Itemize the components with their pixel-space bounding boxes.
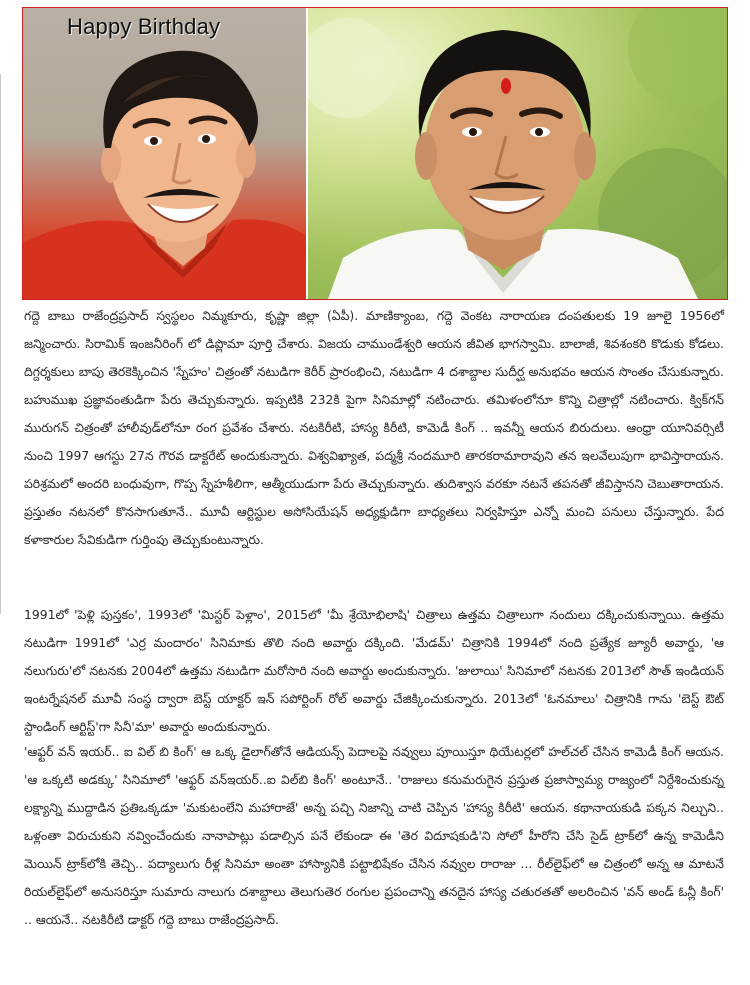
- portrait-young-illustration: [23, 8, 306, 299]
- article-paragraph-comedy-king: 'ఆఫ్టర్ వన్ ఇయర్.. ఐ విల్ బి కింగ్' ఆ ఒక్క డైలాగ్‌తోనే ఆడియన్స్ పెదాలపై నవ్వులు పూయిస్తూ థియేటర్లలో హల్‌చల్ చేసిన కామెడీ కింగ్ ఆయన. 'ఆ ఒక్కటి అడక్కు' సినిమాలో 'ఆఫ్టర్ వన్‌ఇయర్..ఐ విల్‌బి కింగ్' అంటూనే.. 'రాజులు కనుమరుగైన ప్రస్తుత ప్రజాస్వామ్య రాజ్యంలో నిర్దేశించుకున్న లక్ష్యాన్ని ముద్దాడిన ప్రతిఒక్కడూ 'మకుటంలేని మహారాజే' అన్న పచ్చి నిజాన్ని చాటి చెప్పిన 'హాస్య కిరీటి' ఆయన. కథానాయకుడి పక్కన నిల్చుని.. ఒళ్లంతా విరుచుకుని నవ్వించేందుకు నానాపాట్లు పడాల్సిన పనే లేకుండా ఈ 'తెర విదూషకుడి'ని సోలో హీరోని చేసి సైడ్ ట్రాక్‌లో ఉన్న కామెడీని మెయిన్ ట్రాక్‌లోకి తెచ్చి.. పద్యాలుగు రీళ్ల సినిమా అంతా హాస్యానికి పట్టాభిషేకం చేసిన నవ్వుల రారాజు ... రీల్‌లైఫ్‌లో ఆ చిత్రంలో అన్న ఆ మాటనే రియల్‌లైఫ్‌లో అనుసరిస్తూ సుమారు నాలుగు దశాబ్దాలు తెలుగుతెర రంగుల ప్రపంచాన్ని తనదైన హాస్య చతురతతో అలరించిన 'వన్ అండ్ ఓన్లీ కింగ్' .. ఆయనే.. నటకిరీటి డాక్టర్ గద్దె బాబు రాజేంద్రప్రసాద్.: [24, 744, 724, 927]
- article-paragraph-biography: గద్దె బాబు రాజేంద్రప్రసాద్ స్వస్థలం నిమ్మకూరు, కృష్ణా జిల్లా (ఏపీ). మాణిక్యాంబ, గద్దె వెంకట నారాయణ దంపతులకు 19 జూలై 1956లో జన్మించారు. సిరామిక్ ఇంజనీరింగ్ లో డిప్లొమా పూర్తి చేశారు. విజయ చాముండేశ్వరి ఆయన జీవిత భాగస్వామి. బాలాజీ, శివశంకరి కొడుకు కోడలు. దిగ్దర్శకులు బాపు తెరకెక్కించిన 'స్నేహం' చిత్రంతో నటుడిగా కెరీర్ ప్రారంభించి, నటుడిగా 4 దశాబ్దాల సుదీర్ఘ అనుభవం ఆయన సొంతం చేసుకున్నారు. బహుముఖ ప్రజ్ఞావంతుడిగా పేరు తెచ్చుకున్నారు. ఇప్పటికి 232కి పైగా సినిమాల్లో నటించారు. తమిళంలోనూ కొన్ని చిత్రాల్లో నటించారు. క్విక్‌గన్ మురుగన్ చిత్రంతో హాలీవుడ్‌లోనూ రంగ ప్రవేశం చేశారు. నటకిరీటి, హాస్య కిరీటి, కామెడీ కింగ్ .. ఇవన్నీ ఆయన బిరుదులు. ఆంధ్రా యూనివర్సిటీ నుంచి 1997 ఆగస్టు 27న గౌరవ డాక్టరేట్ అందుకున్నారు. విశ్వవిఖ్యాత, పద్మశ్రీ నందమూరి తారకరామారావుని తన ఇలవేలుపుగా భావిస్తారాయన. పరిశ్రమలో అందరి బంధువుగా, గొప్ప స్నేహశీలిగా, ఆత్మీయుడుగా పేరు తెచ్చుకున్నారు. తుదిశ్వాస వరకూ నటనే తపనతో జీవిస్తానని చెబుతారాయన. ప్రస్తుతం నటనలో కొనసాగుతూనే.. మూవీ ఆర్టిస్టుల అసోసియేషన్ అధ్యక్షుడిగా బాధ్యతలు నిర్వహిస్తూ ఎన్నో మంచి పనులు చేస్తున్నారు. పేద కళాకారుల సేవికుడిగా గుర్తింపు తెచ్చుకుంటున్నారు.: [24, 308, 724, 547]
- page-left-rule: [0, 74, 1, 614]
- portrait-photo-young: [23, 8, 306, 299]
- happy-birthday-caption: Happy Birthday: [67, 14, 221, 39]
- birthday-photo-collage: [22, 7, 728, 300]
- article-paragraph-awards: 1991లో 'పెళ్లి పుస్తకం', 1993లో 'మిస్టర్ పెళ్లాం', 2015లో 'మీ శ్రేయోభిలాషి' చిత్రాలు ఉత్తమ చిత్రాలుగా నందులు దక్కించుకున్నాయి. ఉత్తమ నటుడిగా 1991లో 'ఎర్ర మందారం' సినిమాకు తొలి నంది అవార్డు దక్కింది. 'మేడమ్' చిత్రానికి 1994లో నంది ప్రత్యేక జ్యూరీ అవార్డు, 'ఆ నలుగురు'లో నటనకు 2004లో ఉత్తమ నటుడిగా మరోసారి నంది అవార్డు అందుకున్నారు. 'జులాయి' సినిమాలో నటనకు 2013లో సౌత్ ఇండియన్ ఇంటర్నేషనల్ మూవీ సంస్థ ద్వారా బెస్ట్ యాక్టర్ ఇన్ సపోర్టింగ్ రోల్ అవార్డు చేజిక్కించుకున్నారు. 2013లో 'ఓనమాలు' చిత్రానికి గాను 'బెస్ట్ ఔట్ స్టాండింగ్ ఆర్టిస్ట్'గా సినీ'మా' అవార్డు అందుకున్నారు.: [24, 607, 724, 734]
- portrait-recent-illustration: [308, 8, 727, 299]
- portrait-photo-recent: [308, 8, 727, 299]
